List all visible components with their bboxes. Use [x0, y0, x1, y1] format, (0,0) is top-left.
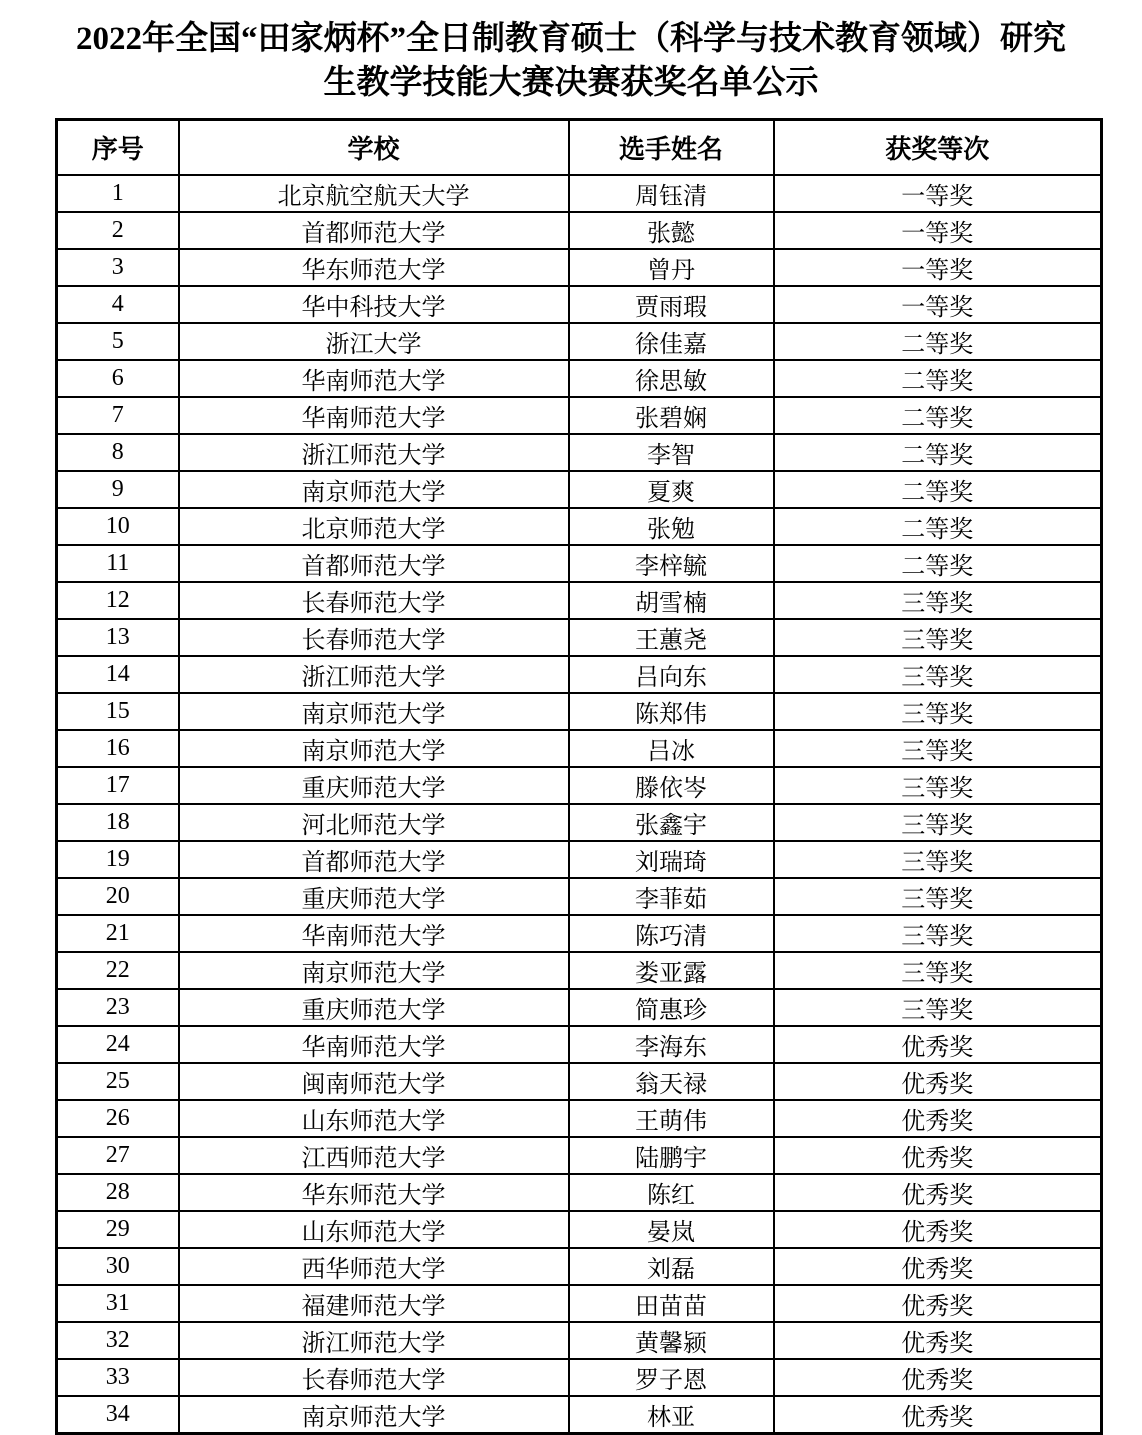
table-row [57, 545, 1102, 582]
cell-name: 李梓毓 [569, 545, 774, 582]
cell-index: 21 [57, 915, 179, 952]
cell-school: 长春师范大学 [179, 619, 569, 656]
cell-name: 陈巧清 [569, 915, 774, 952]
cell-school: 华东师范大学 [179, 1174, 569, 1211]
cell-award: 二等奖 [774, 434, 1102, 471]
cell-index: 30 [57, 1248, 179, 1285]
cell-name: 张懿 [569, 212, 774, 249]
cell-index: 8 [57, 434, 179, 471]
cell-name: 李菲茹 [569, 878, 774, 915]
table-row [57, 286, 1102, 323]
table-row [57, 841, 1102, 878]
cell-name: 陈郑伟 [569, 693, 774, 730]
cell-award: 优秀奖 [774, 1322, 1102, 1359]
table-row [57, 249, 1102, 286]
table-row [57, 693, 1102, 730]
table-row [57, 1248, 1102, 1285]
table-row [57, 989, 1102, 1026]
cell-award: 三等奖 [774, 804, 1102, 841]
cell-school: 华南师范大学 [179, 915, 569, 952]
cell-name: 刘瑞琦 [569, 841, 774, 878]
cell-name: 陈红 [569, 1174, 774, 1211]
cell-name: 罗子恩 [569, 1359, 774, 1396]
cell-name: 周钰清 [569, 175, 774, 212]
cell-award: 优秀奖 [774, 1063, 1102, 1100]
cell-name: 刘磊 [569, 1248, 774, 1285]
cell-school: 首都师范大学 [179, 841, 569, 878]
column-header: 获奖等次 [774, 120, 1102, 176]
cell-index: 33 [57, 1359, 179, 1396]
cell-name: 张鑫宇 [569, 804, 774, 841]
cell-name: 滕依岑 [569, 767, 774, 804]
cell-name: 曾丹 [569, 249, 774, 286]
cell-school: 山东师范大学 [179, 1100, 569, 1137]
cell-school: 首都师范大学 [179, 212, 569, 249]
cell-school: 浙江大学 [179, 323, 569, 360]
cell-award: 三等奖 [774, 915, 1102, 952]
document-page [0, 18, 1142, 1432]
table-row [57, 1396, 1102, 1434]
cell-name: 张勉 [569, 508, 774, 545]
cell-name: 简惠珍 [569, 989, 774, 1026]
cell-award: 三等奖 [774, 656, 1102, 693]
table-row [57, 1359, 1102, 1396]
cell-index: 22 [57, 952, 179, 989]
cell-award: 一等奖 [774, 175, 1102, 212]
cell-index: 13 [57, 619, 179, 656]
cell-name: 徐思敏 [569, 360, 774, 397]
cell-school: 福建师范大学 [179, 1285, 569, 1322]
cell-award: 一等奖 [774, 286, 1102, 323]
cell-school: 浙江师范大学 [179, 434, 569, 471]
cell-school: 河北师范大学 [179, 804, 569, 841]
table-row [57, 656, 1102, 693]
table-body [57, 175, 1102, 1434]
cell-index: 7 [57, 397, 179, 434]
cell-school: 浙江师范大学 [179, 656, 569, 693]
cell-award: 二等奖 [774, 545, 1102, 582]
cell-school: 华南师范大学 [179, 397, 569, 434]
cell-school: 南京师范大学 [179, 693, 569, 730]
column-header: 学校 [179, 120, 569, 176]
column-header: 选手姓名 [569, 120, 774, 176]
cell-index: 26 [57, 1100, 179, 1137]
cell-school: 闽南师范大学 [179, 1063, 569, 1100]
cell-index: 6 [57, 360, 179, 397]
cell-index: 14 [57, 656, 179, 693]
cell-school: 首都师范大学 [179, 545, 569, 582]
cell-award: 优秀奖 [774, 1359, 1102, 1396]
cell-award: 优秀奖 [774, 1211, 1102, 1248]
cell-school: 重庆师范大学 [179, 989, 569, 1026]
cell-award: 一等奖 [774, 212, 1102, 249]
cell-award: 优秀奖 [774, 1174, 1102, 1211]
cell-index: 23 [57, 989, 179, 1026]
cell-name: 田苗苗 [569, 1285, 774, 1322]
table-row [57, 878, 1102, 915]
header-row [57, 120, 1102, 176]
cell-name: 黄馨颍 [569, 1322, 774, 1359]
cell-award: 三等奖 [774, 841, 1102, 878]
cell-award: 二等奖 [774, 508, 1102, 545]
cell-index: 19 [57, 841, 179, 878]
cell-school: 华中科技大学 [179, 286, 569, 323]
table-row [57, 1026, 1102, 1063]
table-row [57, 952, 1102, 989]
cell-name: 胡雪楠 [569, 582, 774, 619]
table-row [57, 1322, 1102, 1359]
cell-index: 18 [57, 804, 179, 841]
table-header [57, 120, 1102, 176]
cell-award: 二等奖 [774, 471, 1102, 508]
cell-award: 三等奖 [774, 693, 1102, 730]
cell-name: 晏岚 [569, 1211, 774, 1248]
cell-index: 27 [57, 1137, 179, 1174]
cell-award: 二等奖 [774, 323, 1102, 360]
cell-school: 江西师范大学 [179, 1137, 569, 1174]
cell-index: 5 [57, 323, 179, 360]
table-row [57, 1285, 1102, 1322]
cell-index: 10 [57, 508, 179, 545]
cell-school: 南京师范大学 [179, 1396, 569, 1434]
cell-index: 3 [57, 249, 179, 286]
table-row [57, 730, 1102, 767]
table-row [57, 360, 1102, 397]
cell-index: 24 [57, 1026, 179, 1063]
cell-school: 长春师范大学 [179, 1359, 569, 1396]
cell-index: 25 [57, 1063, 179, 1100]
table-row [57, 434, 1102, 471]
cell-award: 三等奖 [774, 582, 1102, 619]
cell-school: 华东师范大学 [179, 249, 569, 286]
page-title: 2022年全国“田家炳杯”全日制教育硕士（科学与技术教育领域）研究生教学技能大赛决赛获奖名单公示 [76, 21, 1066, 101]
cell-index: 17 [57, 767, 179, 804]
table-row [57, 175, 1102, 212]
cell-award: 三等奖 [774, 730, 1102, 767]
cell-award: 三等奖 [774, 767, 1102, 804]
cell-name: 王蕙尧 [569, 619, 774, 656]
cell-award: 优秀奖 [774, 1026, 1102, 1063]
cell-index: 34 [57, 1396, 179, 1434]
cell-school: 南京师范大学 [179, 471, 569, 508]
cell-award: 优秀奖 [774, 1100, 1102, 1137]
cell-school: 北京航空航天大学 [179, 175, 569, 212]
cell-school: 华南师范大学 [179, 360, 569, 397]
cell-name: 夏爽 [569, 471, 774, 508]
cell-award: 三等奖 [774, 878, 1102, 915]
table-row [57, 915, 1102, 952]
cell-index: 15 [57, 693, 179, 730]
cell-award: 优秀奖 [774, 1248, 1102, 1285]
cell-school: 长春师范大学 [179, 582, 569, 619]
cell-name: 张碧娴 [569, 397, 774, 434]
cell-award: 三等奖 [774, 952, 1102, 989]
cell-index: 2 [57, 212, 179, 249]
table-row [57, 1174, 1102, 1211]
table-row [57, 1063, 1102, 1100]
table-row [57, 212, 1102, 249]
table-row [57, 767, 1102, 804]
cell-award: 二等奖 [774, 397, 1102, 434]
cell-award: 优秀奖 [774, 1396, 1102, 1434]
cell-index: 4 [57, 286, 179, 323]
table-row [57, 1100, 1102, 1137]
cell-school: 西华师范大学 [179, 1248, 569, 1285]
table-row [57, 619, 1102, 656]
table-row [57, 1137, 1102, 1174]
cell-school: 华南师范大学 [179, 1026, 569, 1063]
awards-table [55, 118, 1103, 1435]
table-row [57, 804, 1102, 841]
cell-index: 16 [57, 730, 179, 767]
cell-name: 吕向东 [569, 656, 774, 693]
column-header: 序号 [57, 120, 179, 176]
cell-award: 优秀奖 [774, 1137, 1102, 1174]
cell-name: 陆鹏宇 [569, 1137, 774, 1174]
cell-index: 20 [57, 878, 179, 915]
cell-index: 1 [57, 175, 179, 212]
cell-award: 二等奖 [774, 360, 1102, 397]
cell-school: 北京师范大学 [179, 508, 569, 545]
table-row [57, 471, 1102, 508]
cell-name: 林亚 [569, 1396, 774, 1434]
cell-name: 王萌伟 [569, 1100, 774, 1137]
table-row [57, 397, 1102, 434]
cell-name: 李海东 [569, 1026, 774, 1063]
table-row [57, 323, 1102, 360]
cell-school: 南京师范大学 [179, 952, 569, 989]
table-row [57, 582, 1102, 619]
cell-school: 浙江师范大学 [179, 1322, 569, 1359]
table-row [57, 1211, 1102, 1248]
cell-award: 三等奖 [774, 619, 1102, 656]
cell-index: 31 [57, 1285, 179, 1322]
table-row [57, 508, 1102, 545]
cell-school: 重庆师范大学 [179, 878, 569, 915]
cell-index: 9 [57, 471, 179, 508]
cell-school: 南京师范大学 [179, 730, 569, 767]
cell-award: 优秀奖 [774, 1285, 1102, 1322]
cell-award: 一等奖 [774, 249, 1102, 286]
cell-index: 11 [57, 545, 179, 582]
cell-name: 贾雨瑕 [569, 286, 774, 323]
cell-name: 吕冰 [569, 730, 774, 767]
cell-name: 李智 [569, 434, 774, 471]
cell-award: 三等奖 [774, 989, 1102, 1026]
cell-school: 重庆师范大学 [179, 767, 569, 804]
cell-index: 12 [57, 582, 179, 619]
cell-name: 徐佳嘉 [569, 323, 774, 360]
cell-index: 29 [57, 1211, 179, 1248]
cell-index: 28 [57, 1174, 179, 1211]
cell-school: 山东师范大学 [179, 1211, 569, 1248]
cell-name: 翁天禄 [569, 1063, 774, 1100]
cell-index: 32 [57, 1322, 179, 1359]
cell-name: 娄亚露 [569, 952, 774, 989]
